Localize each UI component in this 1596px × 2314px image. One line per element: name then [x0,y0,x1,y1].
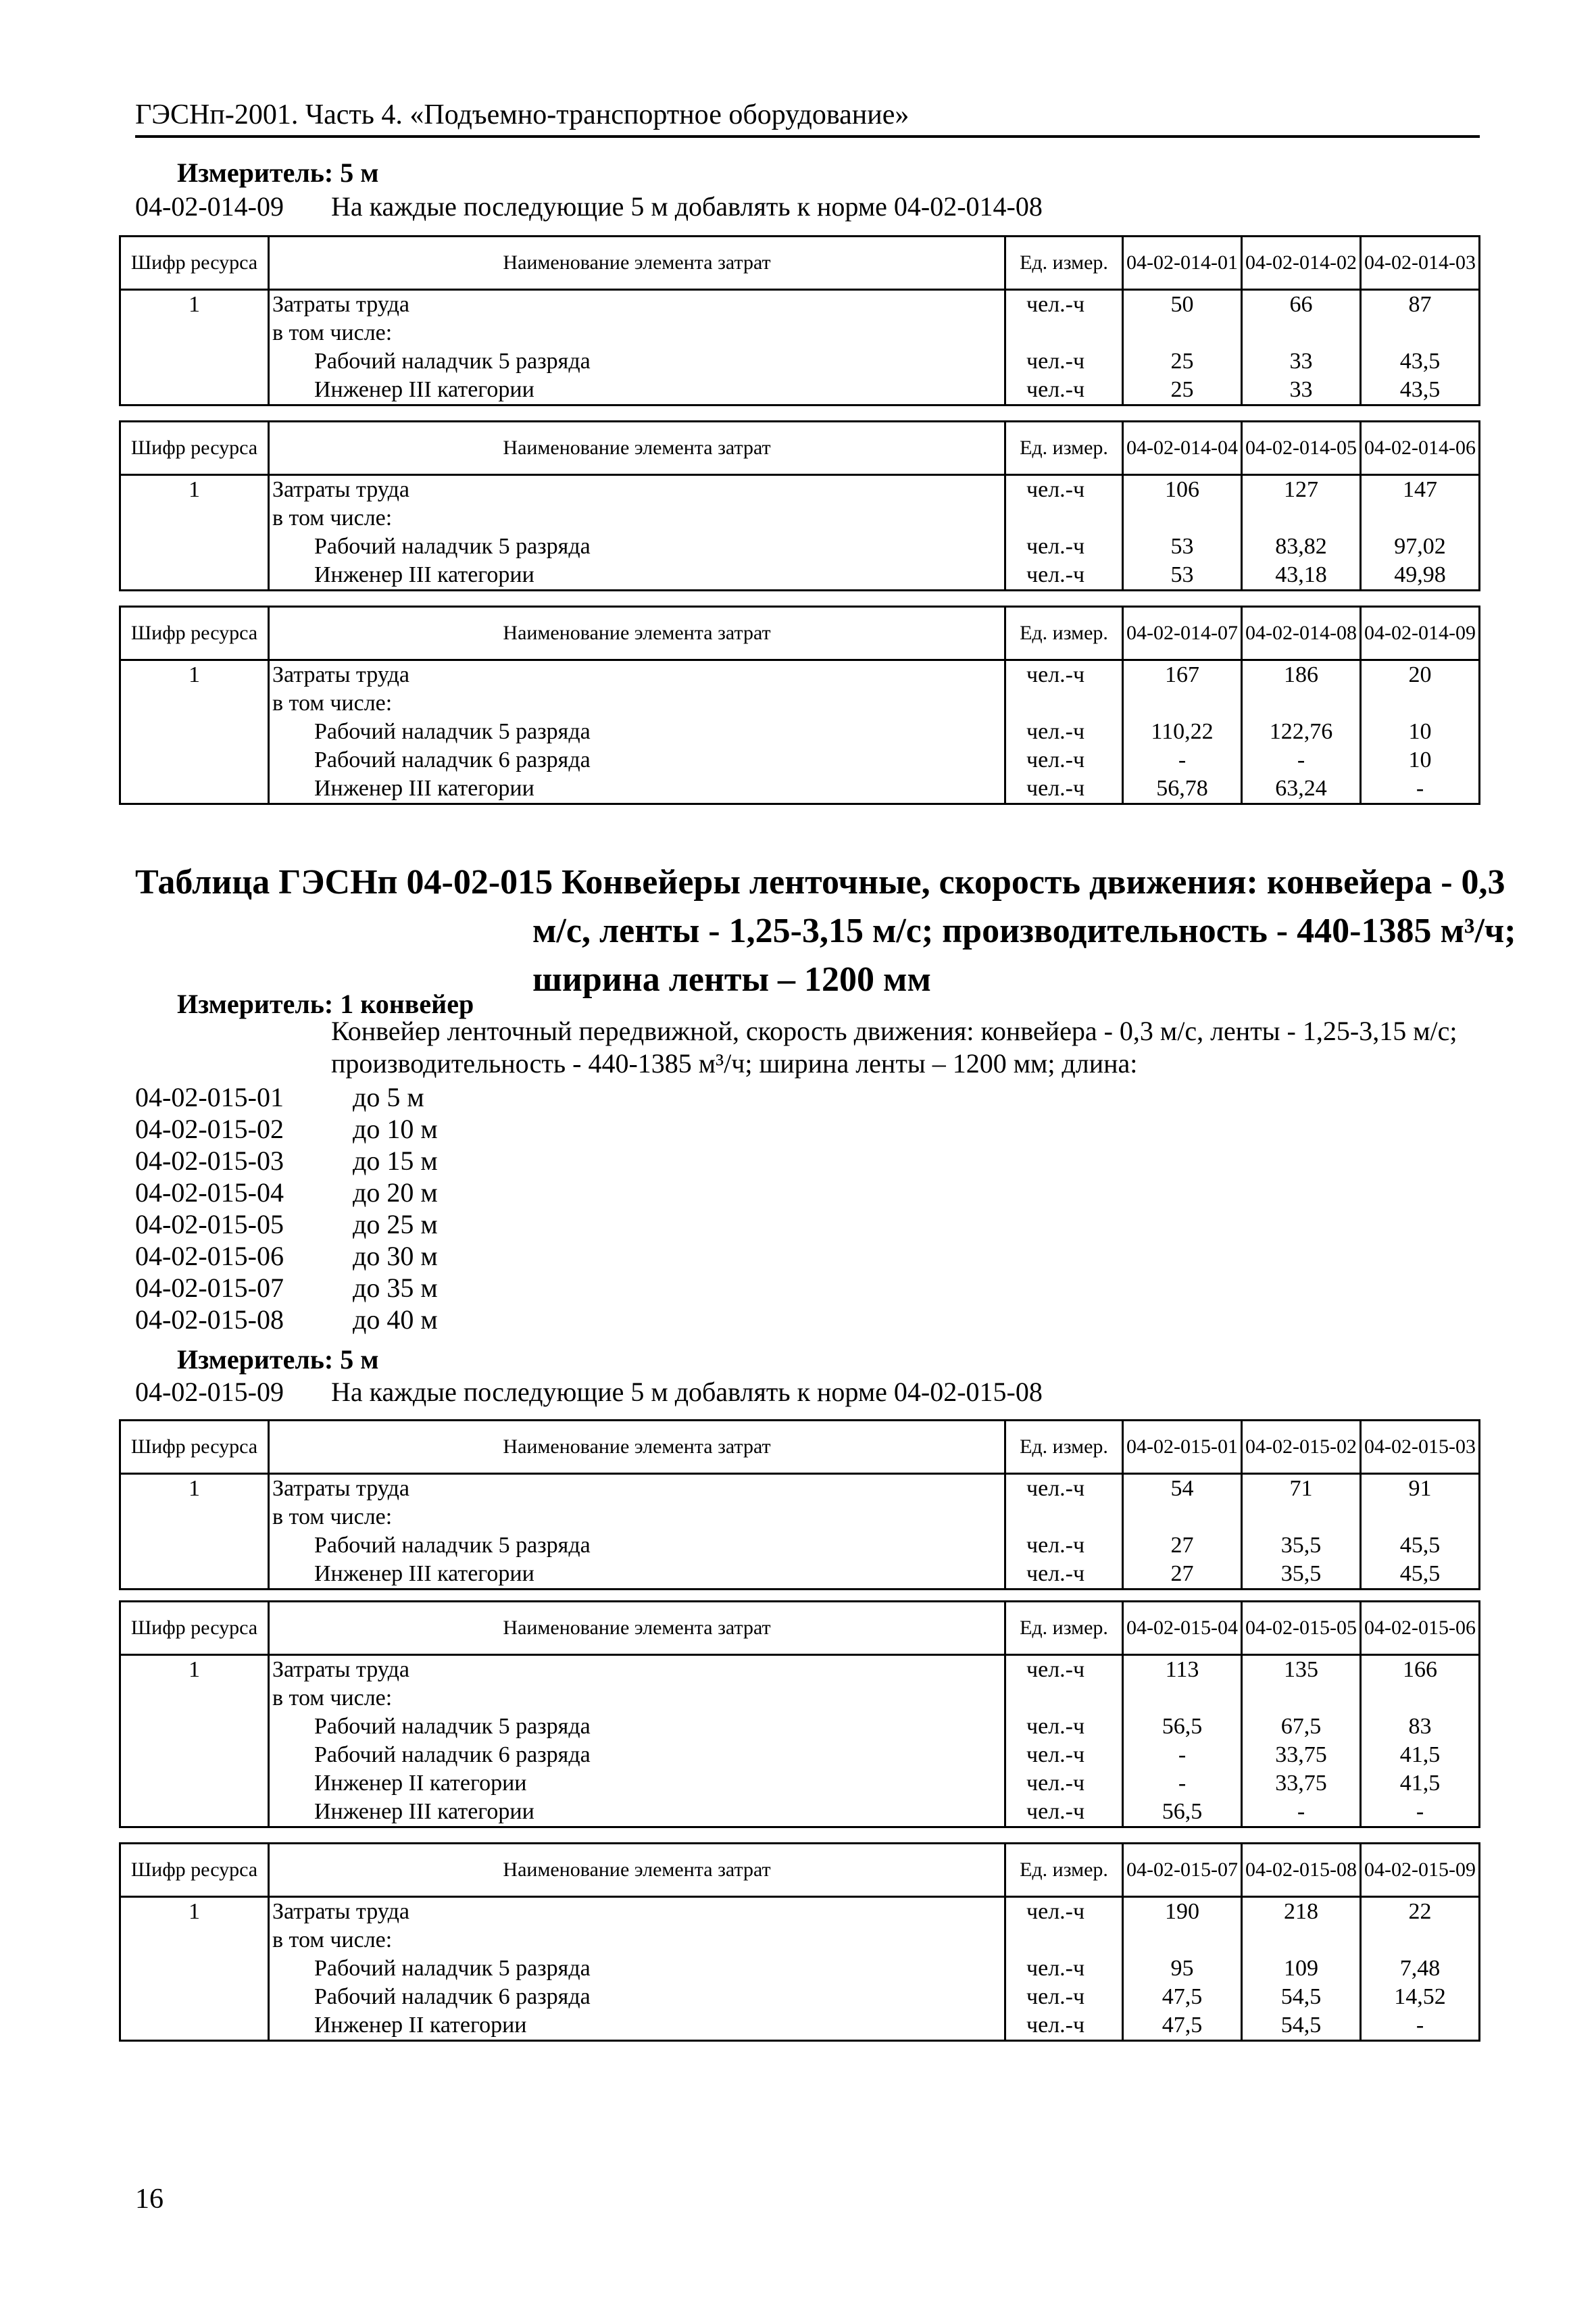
table-header-row [120,1421,1480,1474]
header-norm-code: 04-02-015-06 [1361,1602,1480,1655]
cell-value-2-line: 35,5 [1280,1533,1322,1558]
table-body-row [120,660,1480,804]
measure-label-2: Измеритель: 5 м [177,1344,379,1375]
header-unit: Ед. измер. [1005,1421,1123,1474]
header-norm-code: 04-02-014-02 [1242,237,1361,290]
cell-value-2-line: 109 [1284,1956,1318,1981]
cell-unit-line [1026,689,1119,718]
header-norm-code: 04-02-014-08 [1242,607,1361,660]
norm-code: 04-02-015-09 [135,1377,284,1407]
cell-value-1-line: 47,5 [1162,2013,1203,2038]
cell-value-2-line: 127 [1284,477,1318,502]
cell-value-2-line: 71 [1289,1476,1313,1501]
cell-resource-name-line: Затраты труда [272,1476,410,1501]
cell-unit-line: чел.-ч [1026,719,1085,744]
norm-code-row [135,1177,438,1208]
cell-value-3-line: 83 [1408,1714,1432,1739]
norm-code-line-014-09 [135,191,1043,222]
cell-unit [1005,660,1123,804]
cell-value-1 [1123,1655,1242,1827]
cell-value-2-line: 67,5 [1280,1714,1322,1739]
cell-value-1-line: 27 [1170,1533,1194,1558]
cell-value-1-line: 56,5 [1162,1799,1203,1824]
header-shifr: Шифр ресурса [120,607,269,660]
cell-value-1 [1123,660,1242,804]
header-shifr: Шифр ресурса [120,237,269,290]
table-body-row [120,1897,1480,2041]
header-unit: Ед. измер. [1005,237,1123,290]
cell-value-3-line: 49,98 [1394,562,1446,587]
norm-table-015-01-03 [119,1419,1480,1590]
header-norm-code: 04-02-014-09 [1361,607,1480,660]
cell-resource-name [269,660,1005,804]
cell-value-3-line [1364,1503,1476,1531]
cell-resource-name-line: Затраты труда [272,1899,410,1924]
cell-value-2 [1242,1897,1361,2041]
norm-text: На каждые последующие 5 м добавлять к норме 04-02-014-08 [331,191,1043,222]
cell-unit-line: чел.-ч [1026,662,1085,687]
cell-value-1-line: 113 [1165,1657,1199,1682]
norm-table-015-07-09 [119,1842,1480,2042]
cell-value-2 [1242,1474,1361,1590]
cell-unit-line: чел.-ч [1026,776,1085,801]
cell-resource-name-line: в том числе: [272,1685,393,1710]
cell-unit-line [1026,504,1119,533]
cell-value-3-line: 91 [1408,1476,1432,1501]
cell-unit-line [1026,1503,1119,1531]
table-body-row [120,290,1480,405]
cell-resource-name-line: Рабочий наладчик 5 разряда [314,1533,591,1558]
cell-shifr: 1 [120,1474,269,1590]
title-line-3: ширина ленты – 1200 мм [532,960,931,999]
cell-value-2-line: 186 [1284,662,1318,687]
header-shifr: Шифр ресурса [120,1602,269,1655]
norm-code-list [135,1081,438,1335]
cell-value-3 [1361,1897,1480,2041]
header-norm-code: 04-02-014-05 [1242,422,1361,475]
cell-resource-name-line: Инженер III категории [314,776,534,801]
header-norm-code: 04-02-015-01 [1123,1421,1242,1474]
cell-value-2-line: 122,76 [1269,719,1333,744]
cell-value-1 [1123,1897,1242,2041]
norm-code-row [135,1145,438,1177]
cell-value-2-line [1245,319,1357,347]
cell-value-2 [1242,290,1361,405]
cell-value-3-line: - [1416,1799,1424,1824]
cell-value-3 [1361,475,1480,591]
cell-resource-name-line: Рабочий наладчик 5 разряда [314,1714,591,1739]
cell-value-3-line: - [1416,776,1424,801]
cell-value-3-line [1364,504,1476,533]
cell-resource-name-line: Рабочий наладчик 6 разряда [314,1742,591,1767]
cell-value-3-line: - [1416,2013,1424,2038]
cell-value-1 [1123,290,1242,405]
cell-value-1 [1123,1474,1242,1590]
cell-resource-name-line: Рабочий наладчик 6 разряда [314,1984,591,2009]
norm-length: до 30 м [353,1241,438,1271]
cell-unit-line [1026,319,1119,347]
cell-value-3-line: 45,5 [1399,1533,1441,1558]
cell-value-3-line: 14,52 [1394,1984,1446,2009]
cell-shifr: 1 [120,1655,269,1827]
cell-value-3-line: 43,5 [1399,349,1441,374]
measure-label-1: Измеритель: 1 конвейер [177,989,474,1019]
cell-value-1-line: 54 [1170,1476,1194,1501]
cell-value-3-line: 43,5 [1399,377,1441,402]
cell-value-3-line: 20 [1408,662,1432,687]
cell-value-2-line [1245,1926,1357,1954]
cell-value-2-line: 33 [1289,377,1313,402]
cell-value-3-line: 97,02 [1394,534,1446,559]
cell-value-2-line: - [1297,747,1305,772]
cell-value-3-line: 7,48 [1399,1956,1441,1981]
cell-value-3 [1361,1474,1480,1590]
cell-resource-name-line: Рабочий наладчик 5 разряда [314,1956,591,1981]
header-unit: Ед. измер. [1005,1844,1123,1897]
cell-value-1-line: 53 [1170,562,1194,587]
cell-value-1-line: 56,5 [1162,1714,1203,1739]
cell-value-3-line [1364,1684,1476,1713]
title-line-1: Таблица ГЭСНп 04-02-015 Конвейеры ленточные, скорость движения: конвейера - 0,3 [135,863,1505,902]
cell-unit-line: чел.-ч [1026,1714,1085,1739]
cell-resource-name-line: Инженер III категории [314,1799,534,1824]
table-title [135,858,1516,1004]
header-unit: Ед. измер. [1005,1602,1123,1655]
header-norm-code: 04-02-014-07 [1123,607,1242,660]
norm-description: Конвейер ленточный передвижной, скорость движения: конвейера - 0,3 м/с, ленты - 1,25-3,15 м/с; производительность - 440-1385 м³/ч; ширина ленты – 1200 мм; длина: [331,1016,1457,1079]
cell-value-1-line: 27 [1170,1561,1194,1586]
cell-value-2-line: 135 [1284,1657,1318,1682]
cell-resource-name [269,475,1005,591]
cell-value-2 [1242,475,1361,591]
header-name: Наименование элемента затрат [269,1602,1005,1655]
cell-resource-name [269,1897,1005,2041]
cell-value-1-line: - [1178,1742,1187,1767]
cell-value-2-line: 43,18 [1275,562,1327,587]
cell-value-2-line: 63,24 [1275,776,1327,801]
cell-value-3-line: 87 [1408,292,1432,317]
cell-value-1-line [1126,1684,1238,1713]
norm-table-014-04-06 [119,420,1480,591]
cell-value-1-line [1126,1926,1238,1954]
cell-unit-line: чел.-ч [1026,349,1085,374]
cell-value-1-line: - [1178,747,1187,772]
header-norm-code: 04-02-015-08 [1242,1844,1361,1897]
header-norm-code: 04-02-014-03 [1361,237,1480,290]
cell-value-3-line [1364,319,1476,347]
norm-length: до 35 м [353,1273,438,1303]
table-header-row [120,607,1480,660]
cell-unit [1005,475,1123,591]
header-name: Наименование элемента затрат [269,1421,1005,1474]
cell-resource-name-line: Затраты труда [272,662,410,687]
header-norm-code: 04-02-015-09 [1361,1844,1480,1897]
cell-value-1-line: 25 [1170,349,1194,374]
norm-length: до 40 м [353,1304,438,1335]
cell-value-1-line: 95 [1170,1956,1194,1981]
cell-unit-line: чел.-ч [1026,1657,1085,1682]
cell-value-3 [1361,660,1480,804]
cell-unit-line: чел.-ч [1026,1799,1085,1824]
header-unit: Ед. измер. [1005,422,1123,475]
cell-resource-name-line: в том числе: [272,1927,393,1952]
cell-value-3-line: 166 [1403,1657,1437,1682]
norm-code-row [135,1113,438,1145]
header-name: Наименование элемента затрат [269,237,1005,290]
cell-value-3 [1361,290,1480,405]
cell-resource-name-line: в том числе: [272,506,393,531]
cell-unit-line: чел.-ч [1026,1561,1085,1586]
cell-value-3-line: 41,5 [1399,1771,1441,1796]
cell-unit [1005,1474,1123,1590]
cell-unit-line: чел.-ч [1026,562,1085,587]
cell-unit-line: чел.-ч [1026,1771,1085,1796]
cell-value-2 [1242,1655,1361,1827]
norm-length: до 5 м [353,1082,424,1112]
norm-code-line-015-09 [135,1376,1043,1408]
cell-resource-name-line: в том числе: [272,691,393,716]
cell-value-1-line [1126,689,1238,718]
cell-resource-name [269,290,1005,405]
norm-table-015-04-06 [119,1600,1480,1828]
cell-value-1-line: 167 [1165,662,1199,687]
table-header-row [120,237,1480,290]
header-name: Наименование элемента затрат [269,1844,1005,1897]
cell-value-1-line [1126,1503,1238,1531]
header-name: Наименование элемента затрат [269,607,1005,660]
cell-value-2-line: 35,5 [1280,1561,1322,1586]
cell-value-2 [1242,660,1361,804]
cell-unit-line: чел.-ч [1026,292,1085,317]
norm-text: На каждые последующие 5 м добавлять к норме 04-02-015-08 [331,1377,1043,1407]
cell-value-2-line [1245,689,1357,718]
cell-value-3-line: 147 [1403,477,1437,502]
cell-value-3-line [1364,1926,1476,1954]
norm-length: до 20 м [353,1177,438,1208]
table-body-row [120,1655,1480,1827]
cell-value-3-line [1364,689,1476,718]
cell-shifr: 1 [120,290,269,405]
cell-unit-line: чел.-ч [1026,1984,1085,2009]
table-body-row [120,475,1480,591]
table-body-row [120,1474,1480,1590]
norm-code: 04-02-015-04 [135,1177,284,1208]
cell-resource-name-line: Затраты труда [272,477,410,502]
cell-unit-line: чел.-ч [1026,1742,1085,1767]
header-norm-code: 04-02-014-01 [1123,237,1242,290]
cell-value-2-line: 54,5 [1280,2013,1322,2038]
cell-value-1-line [1126,504,1238,533]
cell-value-2-line: 54,5 [1280,1984,1322,2009]
cell-value-3 [1361,1655,1480,1827]
cell-value-2-line: 218 [1284,1899,1318,1924]
running-header: ГЭСНп-2001. Часть 4. «Подъемно-транспортное оборудование» [135,95,1480,138]
norm-code-row [135,1081,438,1113]
norm-length: до 25 м [353,1209,438,1239]
header-norm-code: 04-02-015-05 [1242,1602,1361,1655]
cell-resource-name-line: Рабочий наладчик 6 разряда [314,747,591,772]
cell-value-1-line: - [1178,1771,1187,1796]
header-norm-code: 04-02-015-02 [1242,1421,1361,1474]
cell-value-1-line: 190 [1165,1899,1199,1924]
header-shifr: Шифр ресурса [120,422,269,475]
cell-resource-name-line: Затраты труда [272,1657,410,1682]
measure-label-top: Измеритель: 5 м [177,157,379,188]
cell-unit-line: чел.-ч [1026,534,1085,559]
cell-shifr: 1 [120,475,269,591]
header-norm-code: 04-02-015-04 [1123,1602,1242,1655]
cell-value-2-line: - [1297,1799,1305,1824]
cell-unit [1005,1897,1123,2041]
cell-value-3-line: 22 [1408,1899,1432,1924]
norm-code-row [135,1240,438,1272]
cell-unit-line [1026,1684,1119,1713]
cell-value-2-line [1245,1684,1357,1713]
header-norm-code: 04-02-014-04 [1123,422,1242,475]
cell-value-3-line: 10 [1408,747,1432,772]
norm-code: 04-02-015-02 [135,1114,284,1144]
cell-value-2-line: 33 [1289,349,1313,374]
cell-unit-line: чел.-ч [1026,2013,1085,2038]
cell-unit-line: чел.-ч [1026,1533,1085,1558]
header-shifr: Шифр ресурса [120,1421,269,1474]
cell-shifr: 1 [120,1897,269,2041]
cell-value-2-line [1245,504,1357,533]
cell-value-1-line: 56,78 [1156,776,1208,801]
norm-code-row [135,1304,438,1335]
page-number: 16 [135,2184,164,2215]
header-name: Наименование элемента затрат [269,422,1005,475]
cell-value-1-line: 47,5 [1162,1984,1203,2009]
cell-unit-line [1026,1926,1119,1954]
cell-value-2-line: 83,82 [1275,534,1327,559]
norm-code: 04-02-015-05 [135,1209,284,1239]
header-shifr: Шифр ресурса [120,1844,269,1897]
table-header-row [120,1602,1480,1655]
norm-code: 04-02-015-07 [135,1273,284,1303]
cell-value-2-line: 33,75 [1275,1771,1327,1796]
table-header-row [120,1844,1480,1897]
cell-value-2-line [1245,1503,1357,1531]
cell-resource-name-line: Рабочий наладчик 5 разряда [314,534,591,559]
cell-unit [1005,1655,1123,1827]
cell-resource-name-line: Затраты труда [272,292,410,317]
cell-value-3-line: 10 [1408,719,1432,744]
norm-table-014-01-03 [119,235,1480,406]
cell-value-2-line: 66 [1289,292,1313,317]
norm-code: 04-02-015-03 [135,1146,284,1176]
cell-value-2-line: 33,75 [1275,1742,1327,1767]
cell-shifr: 1 [120,660,269,804]
norm-code: 04-02-014-09 [135,191,284,222]
cell-resource-name [269,1474,1005,1590]
cell-unit-line: чел.-ч [1026,1899,1085,1924]
norm-code: 04-02-015-01 [135,1082,284,1112]
cell-resource-name-line: в том числе: [272,320,393,345]
header-norm-code: 04-02-015-07 [1123,1844,1242,1897]
cell-resource-name-line: Инженер III категории [314,377,534,402]
cell-unit [1005,290,1123,405]
cell-resource-name-line: Рабочий наладчик 5 разряда [314,349,591,374]
header-unit: Ед. измер. [1005,607,1123,660]
cell-unit-line: чел.-ч [1026,1956,1085,1981]
norm-code-row [135,1208,438,1240]
cell-resource-name-line: Инженер II категории [314,1771,527,1796]
cell-value-1-line: 50 [1170,292,1194,317]
cell-resource-name-line: Инженер III категории [314,562,534,587]
cell-resource-name-line: Рабочий наладчик 5 разряда [314,719,591,744]
header-norm-code: 04-02-015-03 [1361,1421,1480,1474]
cell-unit-line: чел.-ч [1026,477,1085,502]
cell-resource-name-line: в том числе: [272,1504,393,1529]
cell-value-1-line: 106 [1165,477,1199,502]
cell-unit-line: чел.-ч [1026,747,1085,772]
norm-code-row [135,1272,438,1304]
norm-table-014-07-09 [119,606,1480,805]
cell-value-1-line: 25 [1170,377,1194,402]
cell-resource-name-line: Инженер II категории [314,2013,527,2038]
cell-value-3-line: 41,5 [1399,1742,1441,1767]
cell-unit-line: чел.-ч [1026,377,1085,402]
cell-value-1-line: 110,22 [1151,719,1214,744]
cell-value-3-line: 45,5 [1399,1561,1441,1586]
norm-length: до 10 м [353,1114,438,1144]
cell-value-1-line [1126,319,1238,347]
norm-code: 04-02-015-06 [135,1241,284,1271]
cell-value-1 [1123,475,1242,591]
norm-length: до 15 м [353,1146,438,1176]
header-norm-code: 04-02-014-06 [1361,422,1480,475]
cell-resource-name [269,1655,1005,1827]
cell-value-1-line: 53 [1170,534,1194,559]
title-line-2: м/с, ленты - 1,25-3,15 м/с; производительность - 440-1385 м³/ч; [532,912,1516,950]
cell-resource-name-line: Инженер III категории [314,1561,534,1586]
cell-unit-line: чел.-ч [1026,1476,1085,1501]
norm-code: 04-02-015-08 [135,1304,284,1335]
table-header-row [120,422,1480,475]
